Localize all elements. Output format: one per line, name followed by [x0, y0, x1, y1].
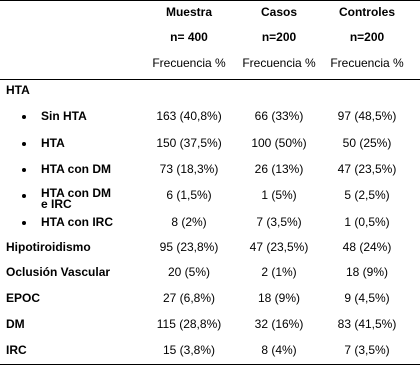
- cell-epoc-controles: 9 (4,5%): [344, 291, 390, 305]
- cell-epoc-muestra: 27 (6,8%): [162, 291, 216, 305]
- col-muestra-n: n= 400: [170, 30, 208, 44]
- cell-irc-controles: 7 (3,5%): [344, 343, 390, 357]
- cell-sin-hta-controles: 97 (48,5%): [337, 109, 397, 123]
- cell-hta-con-dm-casos: 26 (13%): [254, 162, 304, 176]
- cell-hipotiroidismo-muestra: 95 (23,8%): [159, 240, 219, 254]
- col-controles-unit: Frecuencia %: [330, 56, 404, 70]
- row-label-irc: IRC: [6, 343, 27, 357]
- cell-hta-con-dm-controles: 47 (23,5%): [337, 162, 397, 176]
- row-label-hipotiroidismo: Hipotiroidismo: [6, 240, 91, 254]
- col-muestra-title: Muestra: [165, 5, 212, 19]
- cell-hta-controles: 50 (25%): [342, 136, 392, 150]
- row-label-epoc: EPOC: [6, 291, 41, 305]
- cell-hta-con-irc-muestra: 8 (2%): [171, 215, 207, 229]
- cell-irc-muestra: 15 (3,8%): [162, 343, 216, 357]
- cell-hta-con-irc-controles: 1 (0,5%): [344, 215, 390, 229]
- row-label-hta-con-dm-e-irc: HTA con DM e IRC: [41, 186, 111, 211]
- row-label-hta: HTA: [41, 136, 65, 150]
- cell-hta-casos: 100 (50%): [251, 136, 307, 150]
- cell-sin-hta-muestra: 163 (40,8%): [156, 109, 222, 123]
- bullet-icon: [22, 194, 26, 198]
- row-label-dm: DM: [6, 317, 25, 331]
- col-muestra-unit: Frecuencia %: [152, 56, 226, 70]
- header-bottom-rule: [0, 79, 420, 80]
- col-controles-n: n=200: [349, 30, 385, 44]
- cell-hta-con-irc-casos: 7 (3,5%): [256, 215, 302, 229]
- row-label-oclusion-vascular: Oclusión Vascular: [6, 265, 111, 279]
- cell-dm-casos: 32 (16%): [254, 317, 304, 331]
- cell-hipotiroidismo-casos: 47 (23,5%): [249, 240, 309, 254]
- bullet-icon: [22, 142, 26, 146]
- cell-hipotiroidismo-controles: 48 (24%): [342, 240, 392, 254]
- bullet-icon: [22, 221, 26, 225]
- row-label-sin-hta: Sin HTA: [41, 109, 87, 123]
- cell-oclusion-vascular-casos: 2 (1%): [261, 265, 297, 279]
- cell-oclusion-vascular-muestra: 20 (5%): [167, 265, 211, 279]
- bullet-icon: [22, 115, 26, 119]
- cell-dm-muestra: 115 (28,8%): [156, 317, 222, 331]
- col-casos-unit: Frecuencia %: [242, 56, 316, 70]
- row-label-hta-group: HTA: [6, 83, 30, 97]
- col-casos-title: Casos: [260, 5, 298, 19]
- cell-hta-con-dm-muestra: 73 (18,3%): [159, 162, 219, 176]
- row-label-hta-con-irc: HTA con IRC: [41, 215, 113, 229]
- col-casos-n: n=200: [261, 30, 297, 44]
- cell-oclusion-vascular-controles: 18 (9%): [345, 265, 389, 279]
- bullet-icon: [22, 168, 26, 172]
- col-controles-title: Controles: [338, 5, 395, 19]
- cell-dm-controles: 83 (41,5%): [337, 317, 397, 331]
- cell-hta-muestra: 150 (37,5%): [156, 136, 222, 150]
- cell-irc-casos: 8 (4%): [261, 343, 297, 357]
- row-label-hta-con-dm: HTA con DM: [41, 162, 111, 176]
- cell-sin-hta-casos: 66 (33%): [254, 109, 304, 123]
- cell-hta-con-dm-e-irc-casos: 1 (5%): [261, 188, 297, 202]
- top-rule: [0, 0, 420, 1]
- cell-hta-con-dm-e-irc-muestra: 6 (1,5%): [166, 188, 212, 202]
- cell-hta-con-dm-e-irc-controles: 5 (2,5%): [344, 188, 390, 202]
- cell-epoc-casos: 18 (9%): [257, 291, 301, 305]
